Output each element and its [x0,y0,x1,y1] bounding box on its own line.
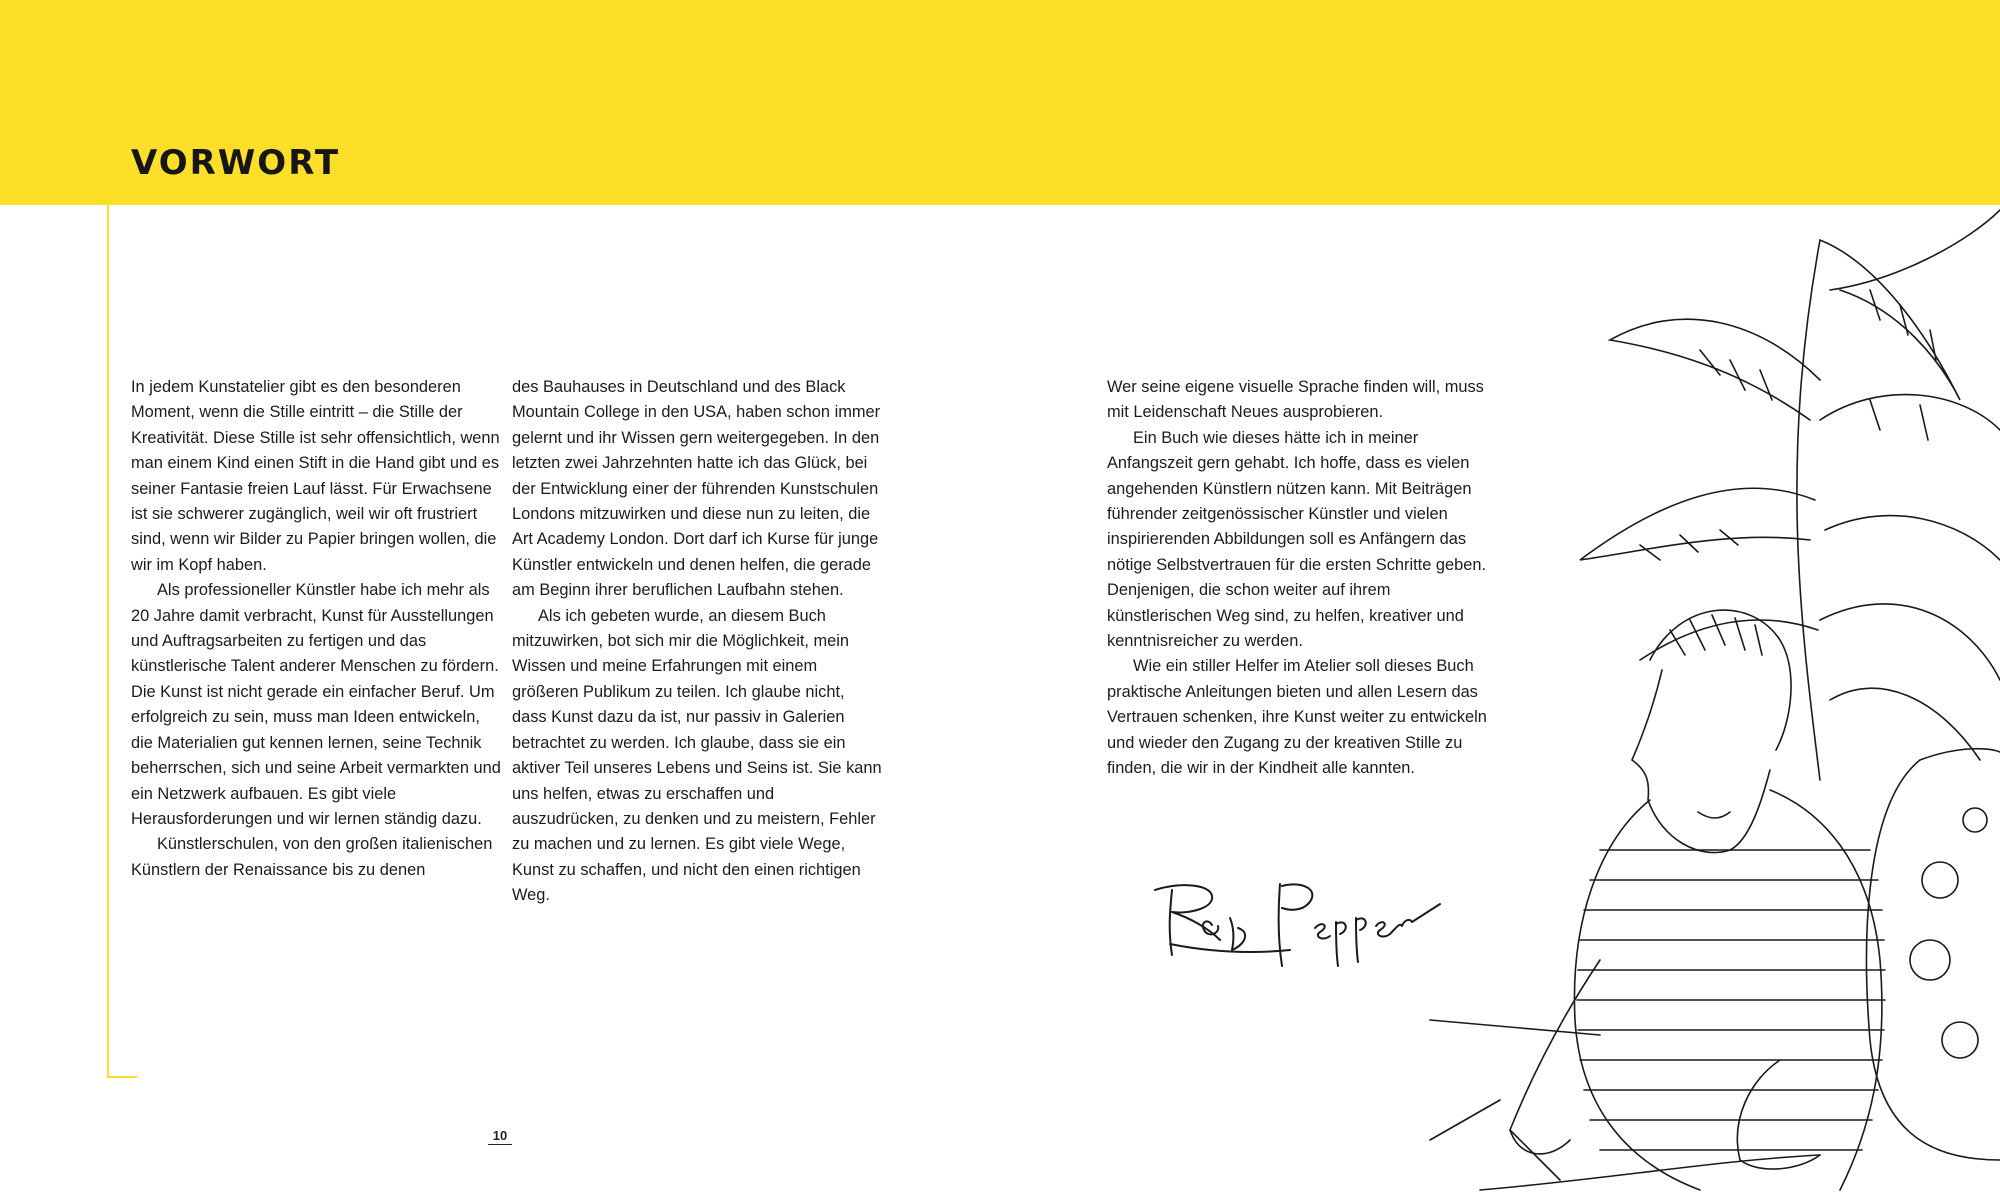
paragraph: Als ich gebeten wurde, an diesem Buch mitzuwirken, bot sich mir die Möglichkeit, mein Wissen und meine Erfahrungen mit einem größeren Publikum zu teilen. Ich glaube nicht, dass Kunst dazu da ist, nur passiv in Galerien betrachtet zu werden. Ich glaube, dass sie ein aktiver Teil unseres Lebens und Seins ist. Sie kann uns helfen, etwas zu erschaffen und auszudrücken, zu denken und zu meistern, Fehler zu machen und zu lernen. Es gibt viele Wege, Kunst zu schaffen, und nicht den einen richtigen Weg. [512,606,882,905]
paragraph: Ein Buch wie dieses hätte ich in meiner Anfangszeit gern gehabt. Ich hoffe, dass es vielen angehenden Künstlern nützen kann. Mit Beiträgen führender zeitgenössischer Künstler und vielen inspirierenden Abbildungen soll es Anfängern das nötige Selbstvertrauen für die ersten Schritte geben. Denjenigen, die schon weiter auf ihrem künstlerischen Weg sind, zu helfen, kreativer und kenntnisreicher zu werden. [1107,428,1487,651]
paragraph: des Bauhauses in Deutschland und des Black Mountain College in den USA, haben schon immer gelernt und ihr Wissen gern weitergegeben. In den letzten zwei Jahrzehnten hatte ich das Glück, bei der Entwicklung einer der führenden Kunstschulen Londons mitzuwirken und diese nun zu leiten, die Art Academy London. Dort darf ich Kurse für junge Künstler entwickeln und denen helfen, die gerade am Beginn ihrer beruflichen Laufbahn stehen. [512,378,881,600]
accent-rule-vertical [107,147,109,1077]
paragraph: Wie ein stiller Helfer im Atelier soll dieses Buch praktische Anleitungen bieten und allen Lesern das Vertrauen schenken, ihre Kunst weiter zu entwickeln und wieder den Zugang zu der kreativen Stille zu finden, die wir in der Kindheit alle kannten. [1107,657,1487,778]
page-title: VORWORT [131,143,341,183]
artist-drawing [1400,200,2000,1195]
paragraph: Wer seine eigene visuelle Sprache finden will, muss mit Leidenschaft Neues ausprobieren. [1107,378,1484,422]
text-column-1 [131,375,501,883]
paragraph: Künstlerschulen, von den großen italienischen Künstlern der Renaissance bis zu denen [131,835,493,879]
paragraph: In jedem Kunstatelier gibt es den besonderen Moment, wenn die Stille eintritt – die Stille der Kreativität. Diese Stille ist sehr offensichtlich, wenn man einem Kind einen Stift in die Hand gibt und es seiner Fantasie freien Lauf lässt. Für Erwachsene ist sie schwerer zugänglich, weil wir oft frustriert sind, wenn wir Bilder zu Papier bringen wollen, die wir im Kopf haben. [131,378,500,574]
paragraph: Als professioneller Künstler habe ich mehr als 20 Jahre damit verbracht, Kunst für Ausstellungen und Auftragsarbeiten zu fertigen und das künstlerische Talent anderer Menschen zu fördern. Die Kunst ist nicht gerade ein einfacher Beruf. Um erfolgreich zu sein, muss man Ideen entwickeln, die Materialien gut kennen lernen, seine Technik beherrschen, sich und seine Arbeit vermarkten und ein Netzwerk aufbauen. Es gibt viele Herausforderungen und wir lernen ständig dazu. [131,581,501,828]
accent-rule-horizontal [107,1076,137,1078]
text-column-2 [512,375,882,909]
artist-illustration [1400,200,2000,1195]
page-number: 10 [488,1128,512,1145]
